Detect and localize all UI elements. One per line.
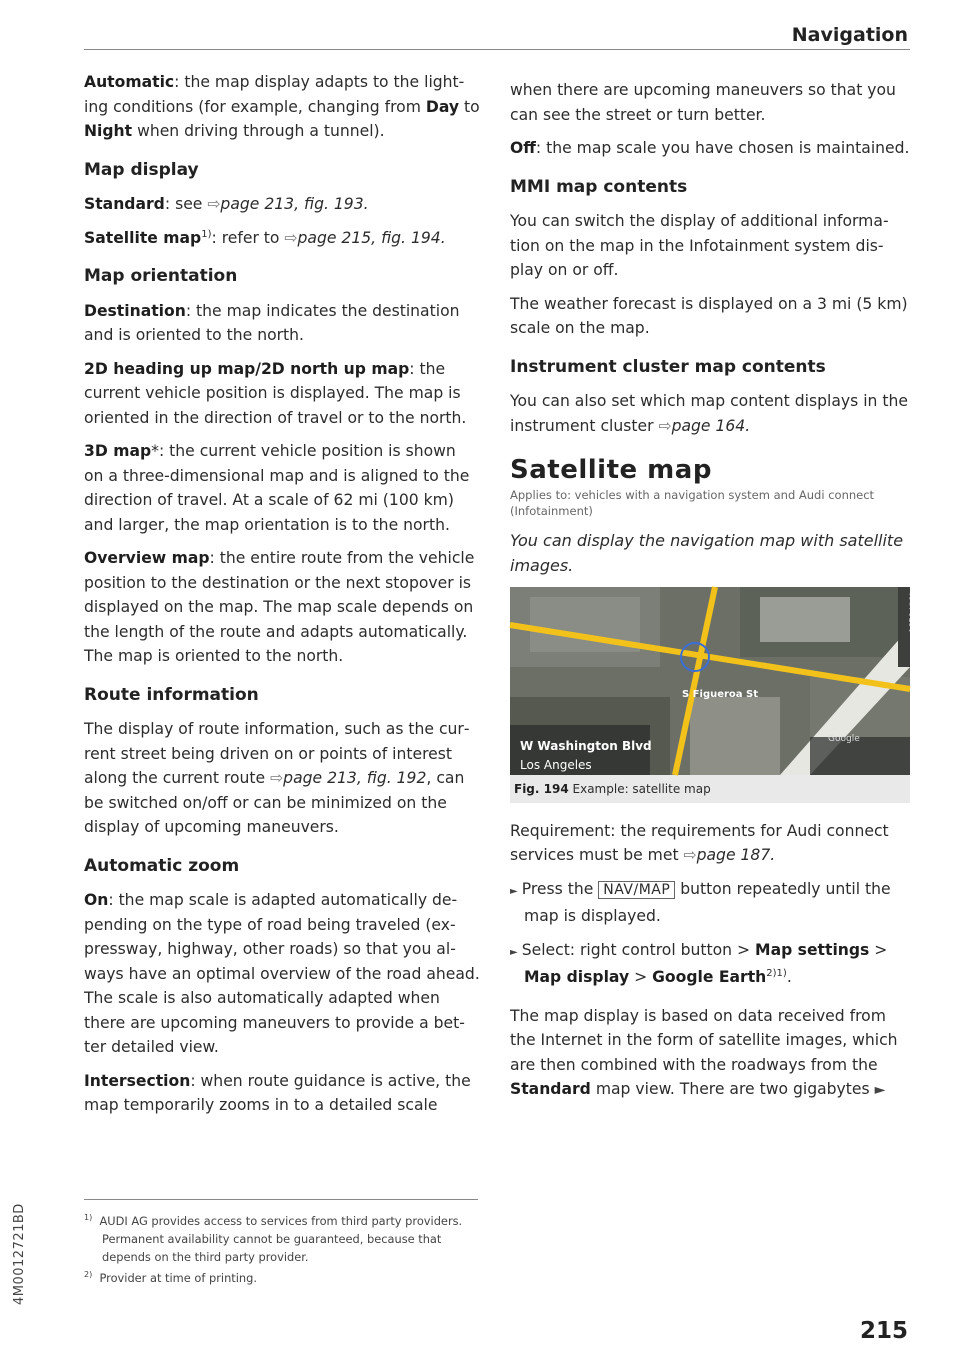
footnotes — [84, 1212, 478, 1290]
route-text: The display of route information, such as the current street being driven on or points of interest along the current route — [84, 720, 470, 787]
menu-map-settings: Map settings — [755, 940, 870, 959]
page-ref-link[interactable]: page 164. — [671, 416, 751, 435]
bullet-triangle-icon: ► — [510, 946, 518, 958]
menu-map-display: Map display — [524, 968, 630, 986]
automatic-text: : the map display adapts to the lighting conditions (for example, changing from — [84, 73, 465, 116]
page-number: 215 — [859, 1318, 908, 1344]
term-destination: Destination — [84, 301, 186, 320]
heading-up-paragraph — [84, 357, 480, 431]
term-night: Night — [84, 122, 133, 140]
footnote-1-text: AUDI AG provides access to services from third party providers. Permanent availability cannot be guaranteed, because that depends on the third party provider. — [99, 1214, 463, 1264]
ref-arrow-icon: ⇨ — [270, 769, 284, 787]
figure-caption — [510, 775, 910, 803]
destination-paragraph — [84, 299, 480, 348]
image-code: RAH-9256 — [907, 592, 917, 633]
destination-text: : the map indicates the destination and is oriented to the north. — [84, 301, 460, 344]
standard-paragraph — [84, 192, 480, 217]
requirement-paragraph — [510, 819, 910, 868]
page-ref-link[interactable]: page 215, fig. 194. — [297, 228, 446, 247]
overview-text: : the entire route from the vehicle position to the destination or the next stopover is displayed on the map. The map scale depends on the length of the route and adapts automatically. The map is oriented to the north. — [84, 549, 475, 665]
term-3d-map: 3D map — [84, 442, 152, 460]
footnote-2 — [84, 1269, 478, 1287]
term-automatic: Automatic — [84, 73, 175, 91]
automatic-text-2: to — [459, 97, 480, 116]
footnote-2-text: Provider at time of printing. — [99, 1271, 258, 1285]
footnote-rule — [84, 1199, 478, 1200]
footnote-1 — [84, 1212, 478, 1266]
standard-text: : see — [164, 195, 208, 213]
map-location-line1: W Washington Blvd — [520, 738, 652, 753]
satellite-map-figure — [510, 587, 917, 775]
bullet-triangle-icon: ► — [510, 885, 518, 897]
document-code — [12, 1105, 26, 1305]
menu-google-earth: Google Earth — [652, 968, 767, 986]
heading-route-information: Route information — [84, 684, 259, 705]
ref-arrow-icon: ⇨ — [284, 228, 298, 247]
automatic-text-3: when driving through a tunnel). — [132, 122, 385, 140]
term-on: On — [84, 891, 109, 909]
satellite-paragraph — [84, 226, 480, 251]
requirement-text: Requirement: the requirements for Audi connect services must be met — [510, 821, 889, 864]
page-ref-link[interactable]: page 213, fig. 193. — [220, 195, 369, 213]
step-2-sep: > — [869, 940, 888, 959]
footnote-1-mark: 1) — [84, 1213, 93, 1223]
applies-to-note: Applies to: vehicles with a navigation system and Audi connect (Infotainment) — [510, 487, 875, 518]
section-title-satellite-map: Satellite map — [510, 455, 712, 485]
map3d-paragraph — [84, 439, 480, 537]
map-google-logo: Google — [828, 733, 860, 744]
ref-arrow-icon: ⇨ — [207, 195, 221, 213]
on-text: : the map scale is adapted automatically depending on the type of road being traveled (expressway, highway, other roads) so that you always have an optimal overview of the road ahead. The scale is also automatically adapted when there are upcoming maneuvers to provide a better detailed view. — [84, 891, 480, 1056]
nav-map-button-label: NAV/MAP — [598, 881, 675, 899]
term-satellite: Satellite map — [84, 228, 202, 247]
map-location-line2: Los Angeles — [520, 757, 592, 772]
intersection-text: : when route guidance is active, the map temporarily zooms in to a detailed scale — [84, 1071, 471, 1114]
footnote-mark: 1) — [201, 228, 212, 240]
instrument-paragraph — [510, 389, 910, 438]
route-paragraph — [84, 717, 480, 840]
footnote-mark: 2)1) — [766, 967, 787, 979]
mmi-paragraph-1: You can switch the display of additional information on the map in the Infotainment system display on or off. — [510, 212, 889, 279]
on-paragraph — [84, 888, 480, 1060]
heading-mmi-map-contents: MMI map contents — [510, 176, 688, 197]
ref-arrow-icon: ⇨ — [658, 416, 672, 435]
final-paragraph — [510, 1004, 910, 1103]
heading-map-display: Map display — [84, 159, 199, 180]
continued-paragraph: when there are upcoming maneuvers so that you can see the street or turn better. — [510, 81, 896, 124]
running-header: Navigation — [791, 24, 908, 46]
heading-automatic-zoom: Automatic zoom — [84, 855, 240, 876]
footnote-2-mark: 2) — [84, 1270, 93, 1280]
heading-map-orientation: Map orientation — [84, 266, 238, 286]
heading-instrument-cluster: Instrument cluster map contents — [510, 356, 826, 377]
page-ref-link[interactable]: page 213, fig. 192 — [283, 769, 427, 787]
header-rule — [84, 49, 910, 50]
map-street-label: S Figueroa St — [682, 688, 759, 700]
document-code-text: 4M0012721BD — [12, 1203, 27, 1305]
route-text-2: , can be switched on/off or can be minimized on the display of upcoming maneuvers. — [84, 769, 465, 836]
overview-paragraph — [84, 546, 480, 669]
satellite-text: : refer to — [211, 228, 285, 247]
right-column — [510, 78, 917, 1112]
page-ref-link[interactable]: page 187. — [696, 846, 776, 864]
term-day: Day — [425, 97, 460, 116]
continue-arrow-icon: ► — [874, 1082, 886, 1098]
term-intersection: Intersection — [84, 1071, 191, 1090]
step-2-text: Select: right control button > — [521, 940, 756, 959]
left-column — [84, 70, 480, 1127]
figure-label: Fig. 194 — [514, 781, 569, 796]
final-text-2: map view. There are two gigabytes — [590, 1080, 870, 1098]
term-heading-up: 2D heading up map/2D north up map — [84, 359, 410, 378]
mmi-paragraph-2: The weather forecast is displayed on a 3 mi (5 km) scale on the map. — [510, 294, 908, 337]
step-1-text-2: button repeatedly until the map is displayed. — [524, 879, 891, 925]
intersection-paragraph — [84, 1069, 480, 1118]
step-2-end: . — [786, 968, 792, 986]
term-overview: Overview map — [84, 549, 210, 567]
term-standard: Standard — [84, 195, 165, 213]
step-1-text: Press the — [521, 879, 599, 898]
step-1 — [510, 877, 910, 929]
heading-up-text: : the current vehicle position is displayed. The map is oriented in the direction of travel or to the north. — [84, 359, 467, 427]
figure-caption-text: Example: satellite map — [572, 781, 711, 796]
map3d-text: *: the current vehicle position is shown on a three-dimensional map and is aligned to the direction of travel. At a scale of 62 mi (100 km) and larger, the map orientation is to the north. — [84, 442, 470, 534]
final-text: The map display is based on data received from the Internet in the form of satellite images, which are then combined with the roadways from the — [510, 1006, 898, 1074]
section-intro: You can display the navigation map with satellite images. — [510, 530, 904, 575]
ref-arrow-icon: ⇨ — [683, 846, 697, 864]
instrument-text: You can also set which map content displays in the instrument cluster — [510, 392, 908, 435]
off-paragraph — [510, 136, 910, 161]
step-2-sep-2: > — [629, 968, 653, 986]
term-standard-2: Standard — [510, 1080, 591, 1098]
off-text: : the map scale you have chosen is maintained. — [535, 139, 910, 157]
step-2 — [510, 938, 910, 990]
automatic-paragraph — [84, 70, 480, 144]
term-off: Off — [510, 139, 536, 157]
